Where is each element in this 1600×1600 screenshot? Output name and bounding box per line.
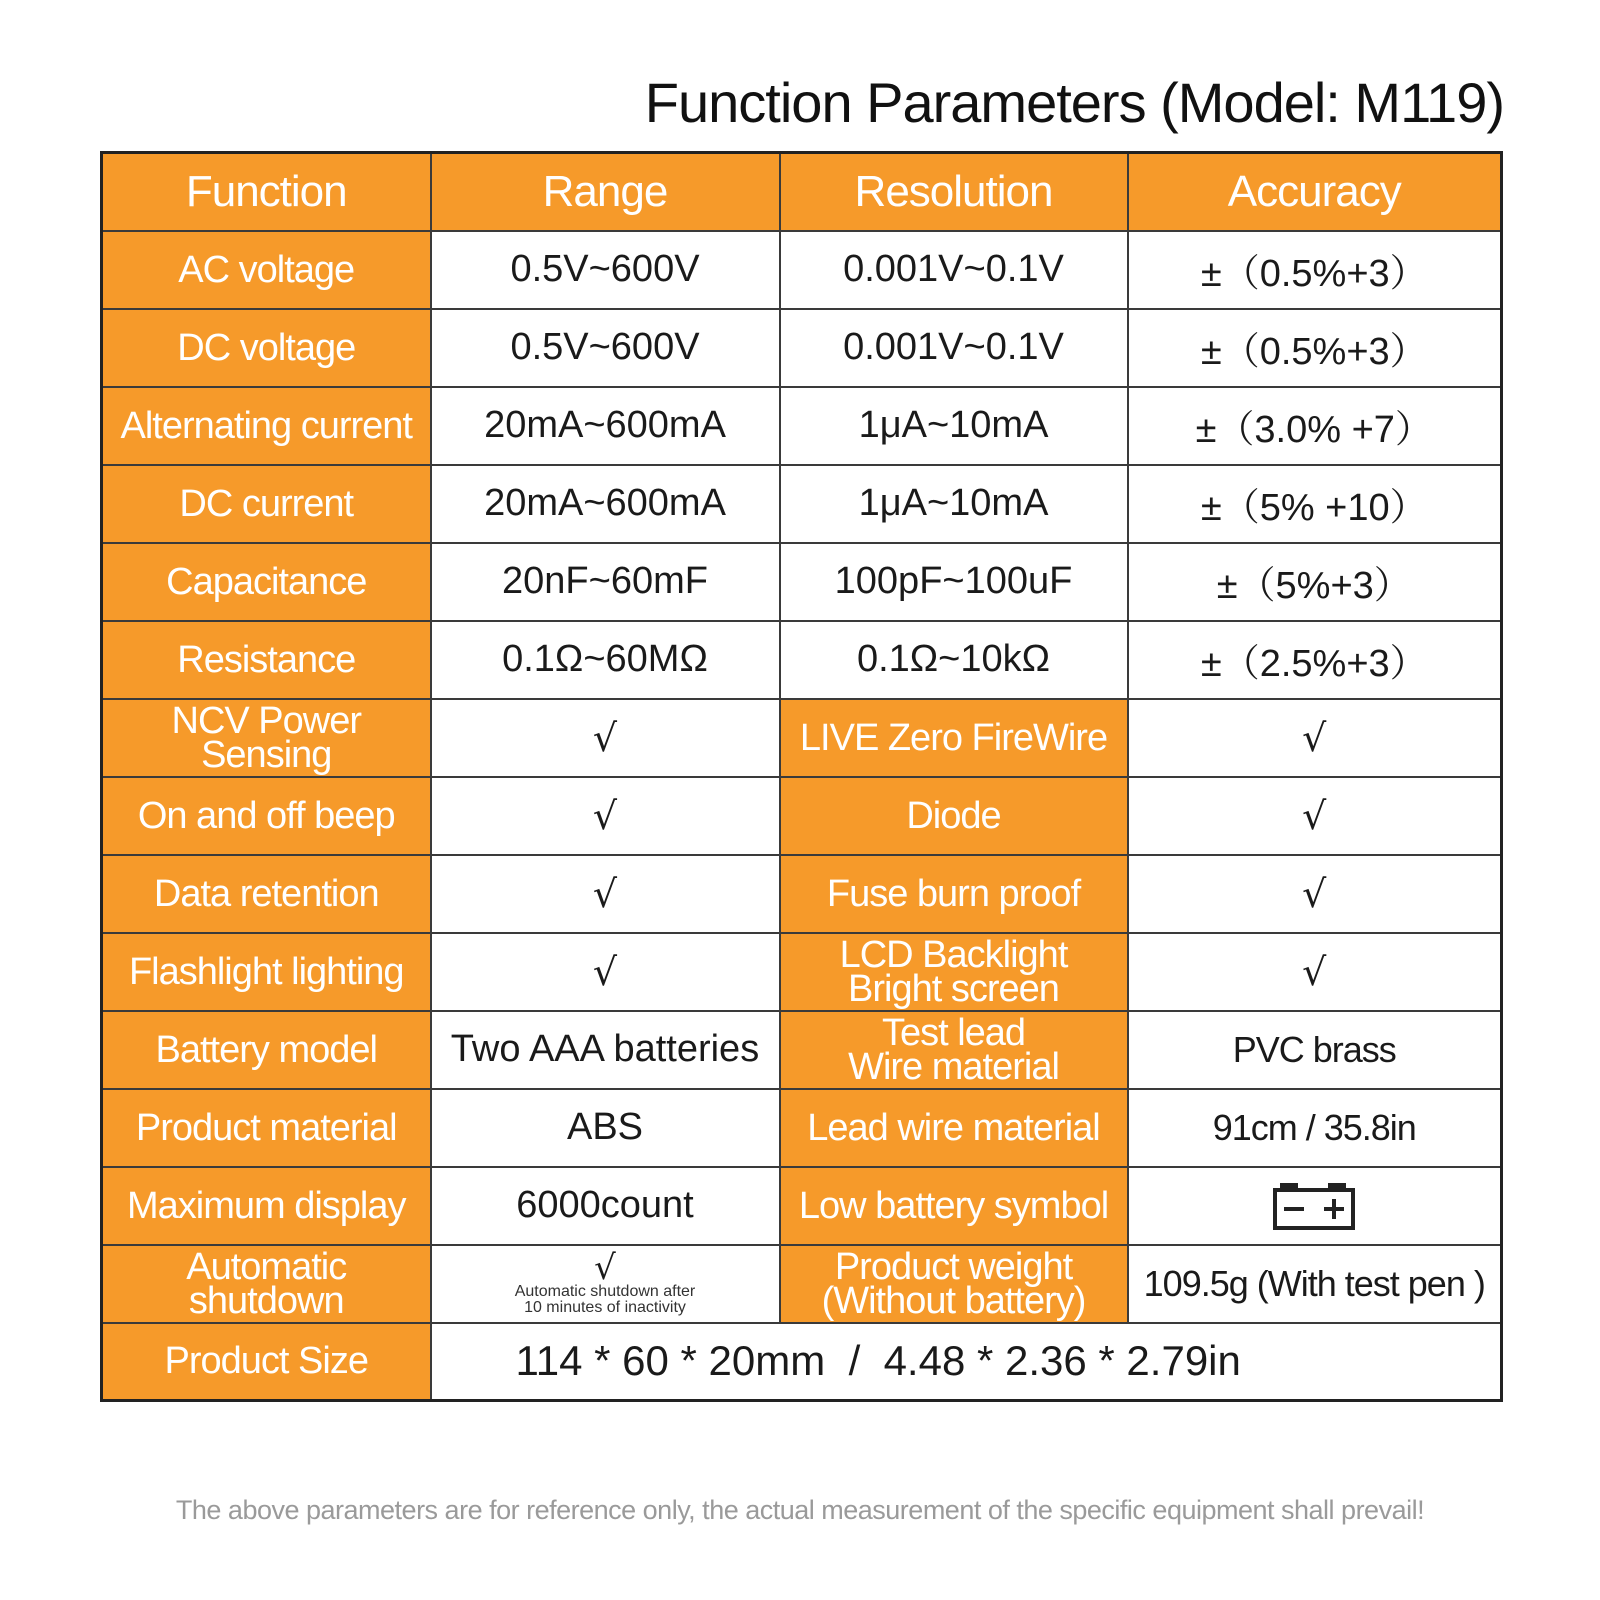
- range-value: 0.5V~600V: [431, 231, 780, 309]
- function-label: Resistance: [102, 621, 431, 699]
- auto-shutdown-note: 10 minutes of inactivity: [524, 1298, 686, 1316]
- table-row: [102, 855, 1502, 933]
- check-mark: √: [431, 777, 780, 855]
- resolution-value: 1μA~10mA: [780, 387, 1128, 465]
- feature-label-line: Wire material: [848, 1045, 1059, 1088]
- lead-wire-value: 91cm / 35.8in: [1128, 1089, 1502, 1167]
- accuracy-value: ±（5% +10）: [1128, 465, 1502, 543]
- feature-label: Flashlight lighting: [102, 933, 431, 1011]
- range-value: 20mA~600mA: [431, 387, 780, 465]
- low-battery-cell: [1128, 1167, 1502, 1245]
- feature-label: Diode: [780, 777, 1128, 855]
- auto-shutdown-note: Automatic shutdown after: [514, 1282, 696, 1300]
- resolution-value: 0.001V~0.1V: [780, 309, 1128, 387]
- feature-label: Data retention: [102, 855, 431, 933]
- resolution-value: 100pF~100uF: [780, 543, 1128, 621]
- table-row: [102, 465, 1502, 543]
- feature-label: Maximum display: [102, 1167, 431, 1245]
- accuracy-value: ±（5%+3）: [1128, 543, 1502, 621]
- table-row: [102, 699, 1502, 777]
- spec-table: [100, 151, 1503, 1402]
- resolution-value: 1μA~10mA: [780, 465, 1128, 543]
- max-display-value: 6000count: [431, 1167, 780, 1245]
- table-row: [102, 309, 1502, 387]
- size-label: Product Size: [102, 1323, 431, 1401]
- feature-label-line: Bright screen: [848, 967, 1059, 1010]
- feature-label: Automatic shutdown: [102, 1245, 431, 1323]
- table-row: [102, 933, 1502, 1011]
- feature-label: [780, 1011, 1128, 1089]
- battery-icon: [1272, 1181, 1356, 1231]
- feature-label: Product material: [102, 1089, 431, 1167]
- check-mark: √: [431, 933, 780, 1011]
- table-row: [102, 387, 1502, 465]
- header-range: Range: [431, 153, 780, 231]
- feature-label: Low battery symbol: [780, 1167, 1128, 1245]
- function-label: AC voltage: [102, 231, 431, 309]
- feature-label: On and off beep: [102, 777, 431, 855]
- range-value: 0.5V~600V: [431, 309, 780, 387]
- check-mark: √: [594, 1247, 616, 1288]
- page-title: Function Parameters (Model: M119): [644, 71, 1504, 134]
- size-value: 114 * 60 * 20mm / 4.48 * 2.36 * 2.79in: [431, 1323, 1502, 1401]
- check-mark: √: [1128, 933, 1502, 1011]
- header-function: Function: [102, 153, 431, 231]
- table-row: [102, 777, 1502, 855]
- check-mark: √: [431, 855, 780, 933]
- table-row: [102, 543, 1502, 621]
- feature-label-line: Test lead: [881, 1011, 1026, 1054]
- table-row: [102, 1323, 1502, 1401]
- feature-label: NCV Power Sensing: [102, 699, 431, 777]
- feature-label: [780, 1245, 1128, 1323]
- table-row: [102, 1011, 1502, 1089]
- feature-label: Fuse burn proof: [780, 855, 1128, 933]
- accuracy-value: ±（2.5%+3）: [1128, 621, 1502, 699]
- feature-label: Battery model: [102, 1011, 431, 1089]
- feature-label-line: Product weight: [834, 1245, 1073, 1288]
- range-value: 0.1Ω~60MΩ: [431, 621, 780, 699]
- header-row: [102, 153, 1502, 231]
- check-mark: √: [1128, 777, 1502, 855]
- wire-material-value: PVC brass: [1128, 1011, 1502, 1089]
- function-label: DC current: [102, 465, 431, 543]
- battery-model-value: Two AAA batteries: [431, 1011, 780, 1089]
- accuracy-value: ±（0.5%+3）: [1128, 231, 1502, 309]
- function-label: DC voltage: [102, 309, 431, 387]
- accuracy-value: ±（0.5%+3）: [1128, 309, 1502, 387]
- accuracy-value: ±（3.0% +7）: [1128, 387, 1502, 465]
- feature-label: Lead wire material: [780, 1089, 1128, 1167]
- feature-label-line: (Without battery): [821, 1279, 1086, 1322]
- product-material-value: ABS: [431, 1089, 780, 1167]
- auto-shutdown-cell: [431, 1245, 780, 1323]
- range-value: 20mA~600mA: [431, 465, 780, 543]
- resolution-value: 0.001V~0.1V: [780, 231, 1128, 309]
- range-value: 20nF~60mF: [431, 543, 780, 621]
- resolution-value: 0.1Ω~10kΩ: [780, 621, 1128, 699]
- table-row: [102, 1245, 1502, 1323]
- table-row: [102, 621, 1502, 699]
- check-mark: √: [1128, 855, 1502, 933]
- check-mark: √: [431, 699, 780, 777]
- table-row: [102, 1089, 1502, 1167]
- feature-label: [780, 933, 1128, 1011]
- table-row: [102, 1167, 1502, 1245]
- function-label: Alternating current: [102, 387, 431, 465]
- feature-label: LIVE Zero FireWire: [780, 699, 1128, 777]
- table-row: [102, 231, 1502, 309]
- feature-label-line: LCD Backlight: [839, 933, 1068, 976]
- check-mark: √: [1128, 699, 1502, 777]
- footer-disclaimer: The above parameters are for reference only, the actual measurement of the specific equipment shall prevail!: [175, 1495, 1425, 1525]
- header-resolution: Resolution: [780, 153, 1128, 231]
- header-accuracy: Accuracy: [1128, 153, 1502, 231]
- product-weight-value: 109.5g (With test pen ): [1128, 1245, 1502, 1323]
- function-label: Capacitance: [102, 543, 431, 621]
